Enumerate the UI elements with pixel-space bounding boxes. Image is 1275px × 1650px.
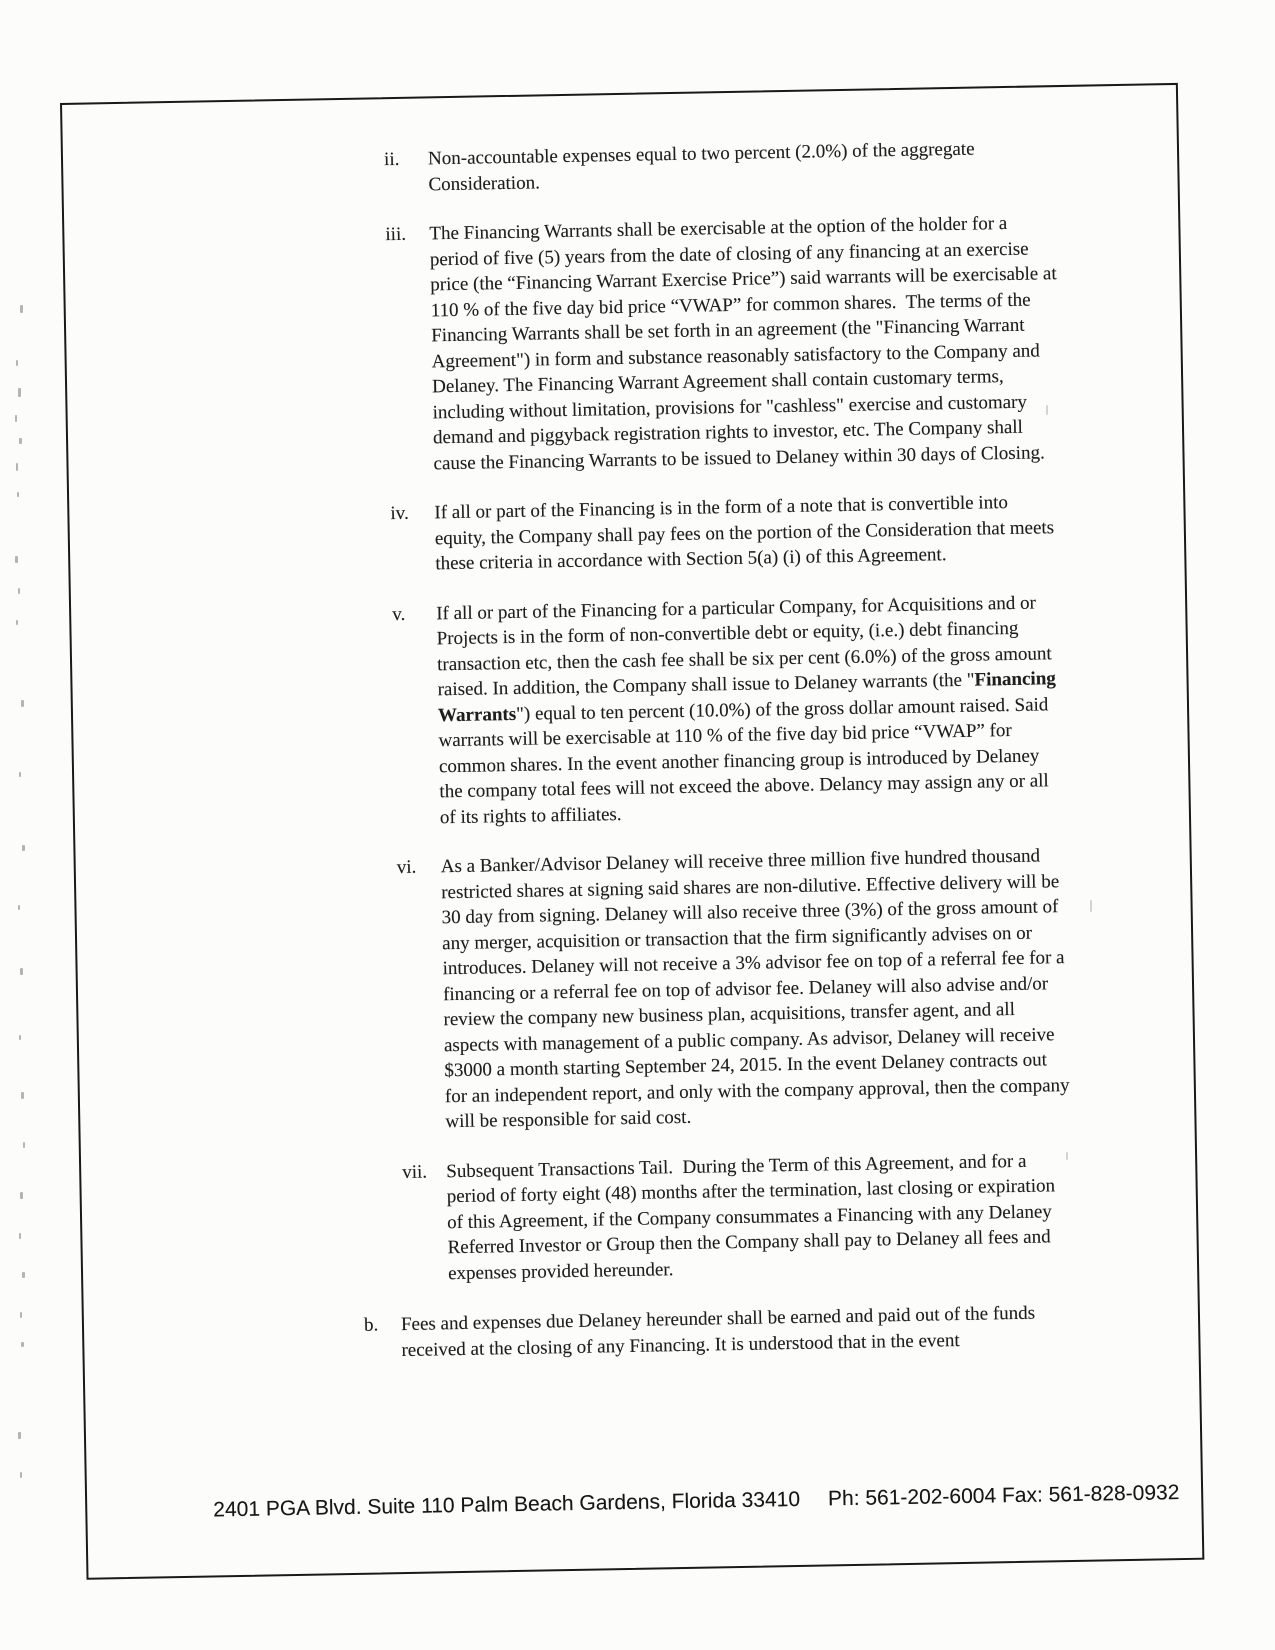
bold-text: Financing Warrants <box>437 668 1061 726</box>
scan-speck <box>20 968 23 975</box>
agreement-text-block <box>363 135 1077 1363</box>
list-item-marker: v. <box>392 603 406 625</box>
scan-speck <box>16 360 18 366</box>
scan-speck <box>19 1035 21 1040</box>
text-run: ") equal to ten percent (10.0%) of the gross dollar amount raised. Said warrants will be exercisable at 110 % of the five day bid price “VWAP” for common shares. In the event another financing group is introduced by Delaney the company total fees will not exceed the above. Delancy may assign any or all of its rights to affiliates. <box>438 693 1054 828</box>
list-item-text <box>429 210 1060 476</box>
footer-address: 2401 PGA Blvd. Suite 110 Palm Beach Gardens, Florida 33410 <box>213 1487 801 1522</box>
list-item-marker: b. <box>363 1314 379 1336</box>
list-item <box>397 843 1073 1136</box>
list-item-marker: vii. <box>402 1161 428 1183</box>
scan-speck <box>20 305 23 313</box>
list-item-marker: iii. <box>385 223 407 246</box>
text-run: If all or part of the Financing for a particular Company, for Acquisitions and or Projects is in the form of non-convertible debt or equity, (i.e.) debt financing transaction etc, then the cash fee shall be six per cent (6.0%) of the gross amount raised. In addition, the Company shall issue to Delaney warrants (the " <box>436 591 1057 701</box>
scan-speck <box>22 1272 25 1278</box>
list-item-text <box>434 489 1062 577</box>
list-item-text <box>446 1147 1075 1286</box>
footer-phone-fax: Ph: 561-202-6004 Fax: 561-828-0932 <box>827 1481 1180 1511</box>
list-item <box>384 135 1056 198</box>
scan-speck <box>23 1142 25 1148</box>
scan-speck <box>21 1342 24 1347</box>
list-item <box>392 590 1067 832</box>
scan-speck <box>15 556 18 563</box>
scan-speck <box>18 588 20 594</box>
list-item <box>385 210 1060 477</box>
scan-speck <box>20 1312 22 1318</box>
text-run: Subsequent Transactions Tail. During the Term of this Agreement, and for a period of forty eight (48) months after the termination, last closing or expiration of this Agreement, if the Company consummates a Financing with any Delaney Referred Investor or Group then the Company shall pay to Delaney all fees and expenses provided hereunder. <box>446 1150 1060 1284</box>
scan-speck <box>22 845 25 851</box>
list-item-text <box>441 843 1073 1135</box>
scan-speck <box>16 463 18 471</box>
scan-speck <box>21 700 24 707</box>
list-item <box>402 1147 1075 1287</box>
text-run: The Financing Warrants shall be exercisable at the option of the holder for a period of five (5) years from the date of closing of any financing at an exercise price (the “Financing Warrant Exercise Price”) said warrants will be exercisable at 110 % of the five day bid price “VWAP” for common shares. The terms of the Financing Warrants shall be set forth in an agreement (the "Financing Warrant Agreement") in form and substance reasonably satisfactory to the Company and Delaney. The Financing Warrant Agreement shall contain customary terms, including without limitation, provisions for "cashless" exercise and customary demand and piggyback registration rights to investor, etc. The Company shall cause the Financing Warrants to be issued to Delaney within 30 days of Closing. <box>429 212 1062 474</box>
scan-speck <box>21 1092 24 1099</box>
scan-speck <box>17 492 19 497</box>
scan-speck <box>20 1472 22 1478</box>
list-item-marker: vi. <box>396 856 417 879</box>
text-run: Non-accountable expenses equal to two percent (2.0%) of the aggregate Consideration. <box>427 138 980 195</box>
scan-speck <box>16 620 18 625</box>
scan-speck <box>19 772 21 777</box>
scan-speck <box>1046 405 1048 415</box>
list-item-b <box>364 1300 1077 1364</box>
list-item-text <box>401 1300 1077 1363</box>
scan-speck <box>1066 1152 1068 1160</box>
list-item-marker: iv. <box>390 502 409 525</box>
text-run: If all or part of the Financing is in the form of a note that is convertible into equity, the Company shall pay fees on the portion of the Consideration that meets these criteria in accordance with Section 5(a) (i) of this Agreement. <box>434 491 1060 575</box>
list-item <box>390 489 1062 578</box>
text-run: As a Banker/Advisor Delaney will receive three million five hundred thousand restricted shares at signing said shares are non-dilutive. Effective delivery will be 30 day from signing. Delaney will also receive three (3%) of the gross amount of any merger, acquisition or transaction that the firm significantly advises on or introduces. Delaney will not receive a 3% advisor fee on top of a referral fee for a financing or a referral fee on top of advisor fee. Delaney will also advise and/or review the company new business plan, acquisitions, transfer agent, and all aspects with management of a public company. As advisor, Delaney will receive $3000 a month starting September 24, 2015. In the event Delaney contracts out for an independent report, and only with the company approval, then the company will be responsible for said cost. <box>440 845 1075 1133</box>
scan-speck <box>15 415 17 422</box>
scan-speck <box>19 1233 21 1239</box>
text-run: Fees and expenses due Delaney hereunder shall be earned and paid out of the funds received at the closing of any Financing. It is understood that in the event <box>400 1302 1041 1361</box>
scan-speck <box>18 905 20 910</box>
scan-speck <box>18 1432 21 1439</box>
scan-speck <box>19 438 22 444</box>
scan-speck <box>1090 900 1092 912</box>
list-item-text <box>428 135 1056 197</box>
page-border <box>60 83 1204 1580</box>
scan-speck <box>893 597 895 603</box>
numbered-list <box>384 135 1075 1287</box>
list-item-text <box>436 590 1067 831</box>
scan-speck <box>20 1192 23 1199</box>
list-item-marker: ii. <box>383 148 400 171</box>
page-footer <box>213 1479 1180 1523</box>
scan-speck <box>18 388 21 397</box>
